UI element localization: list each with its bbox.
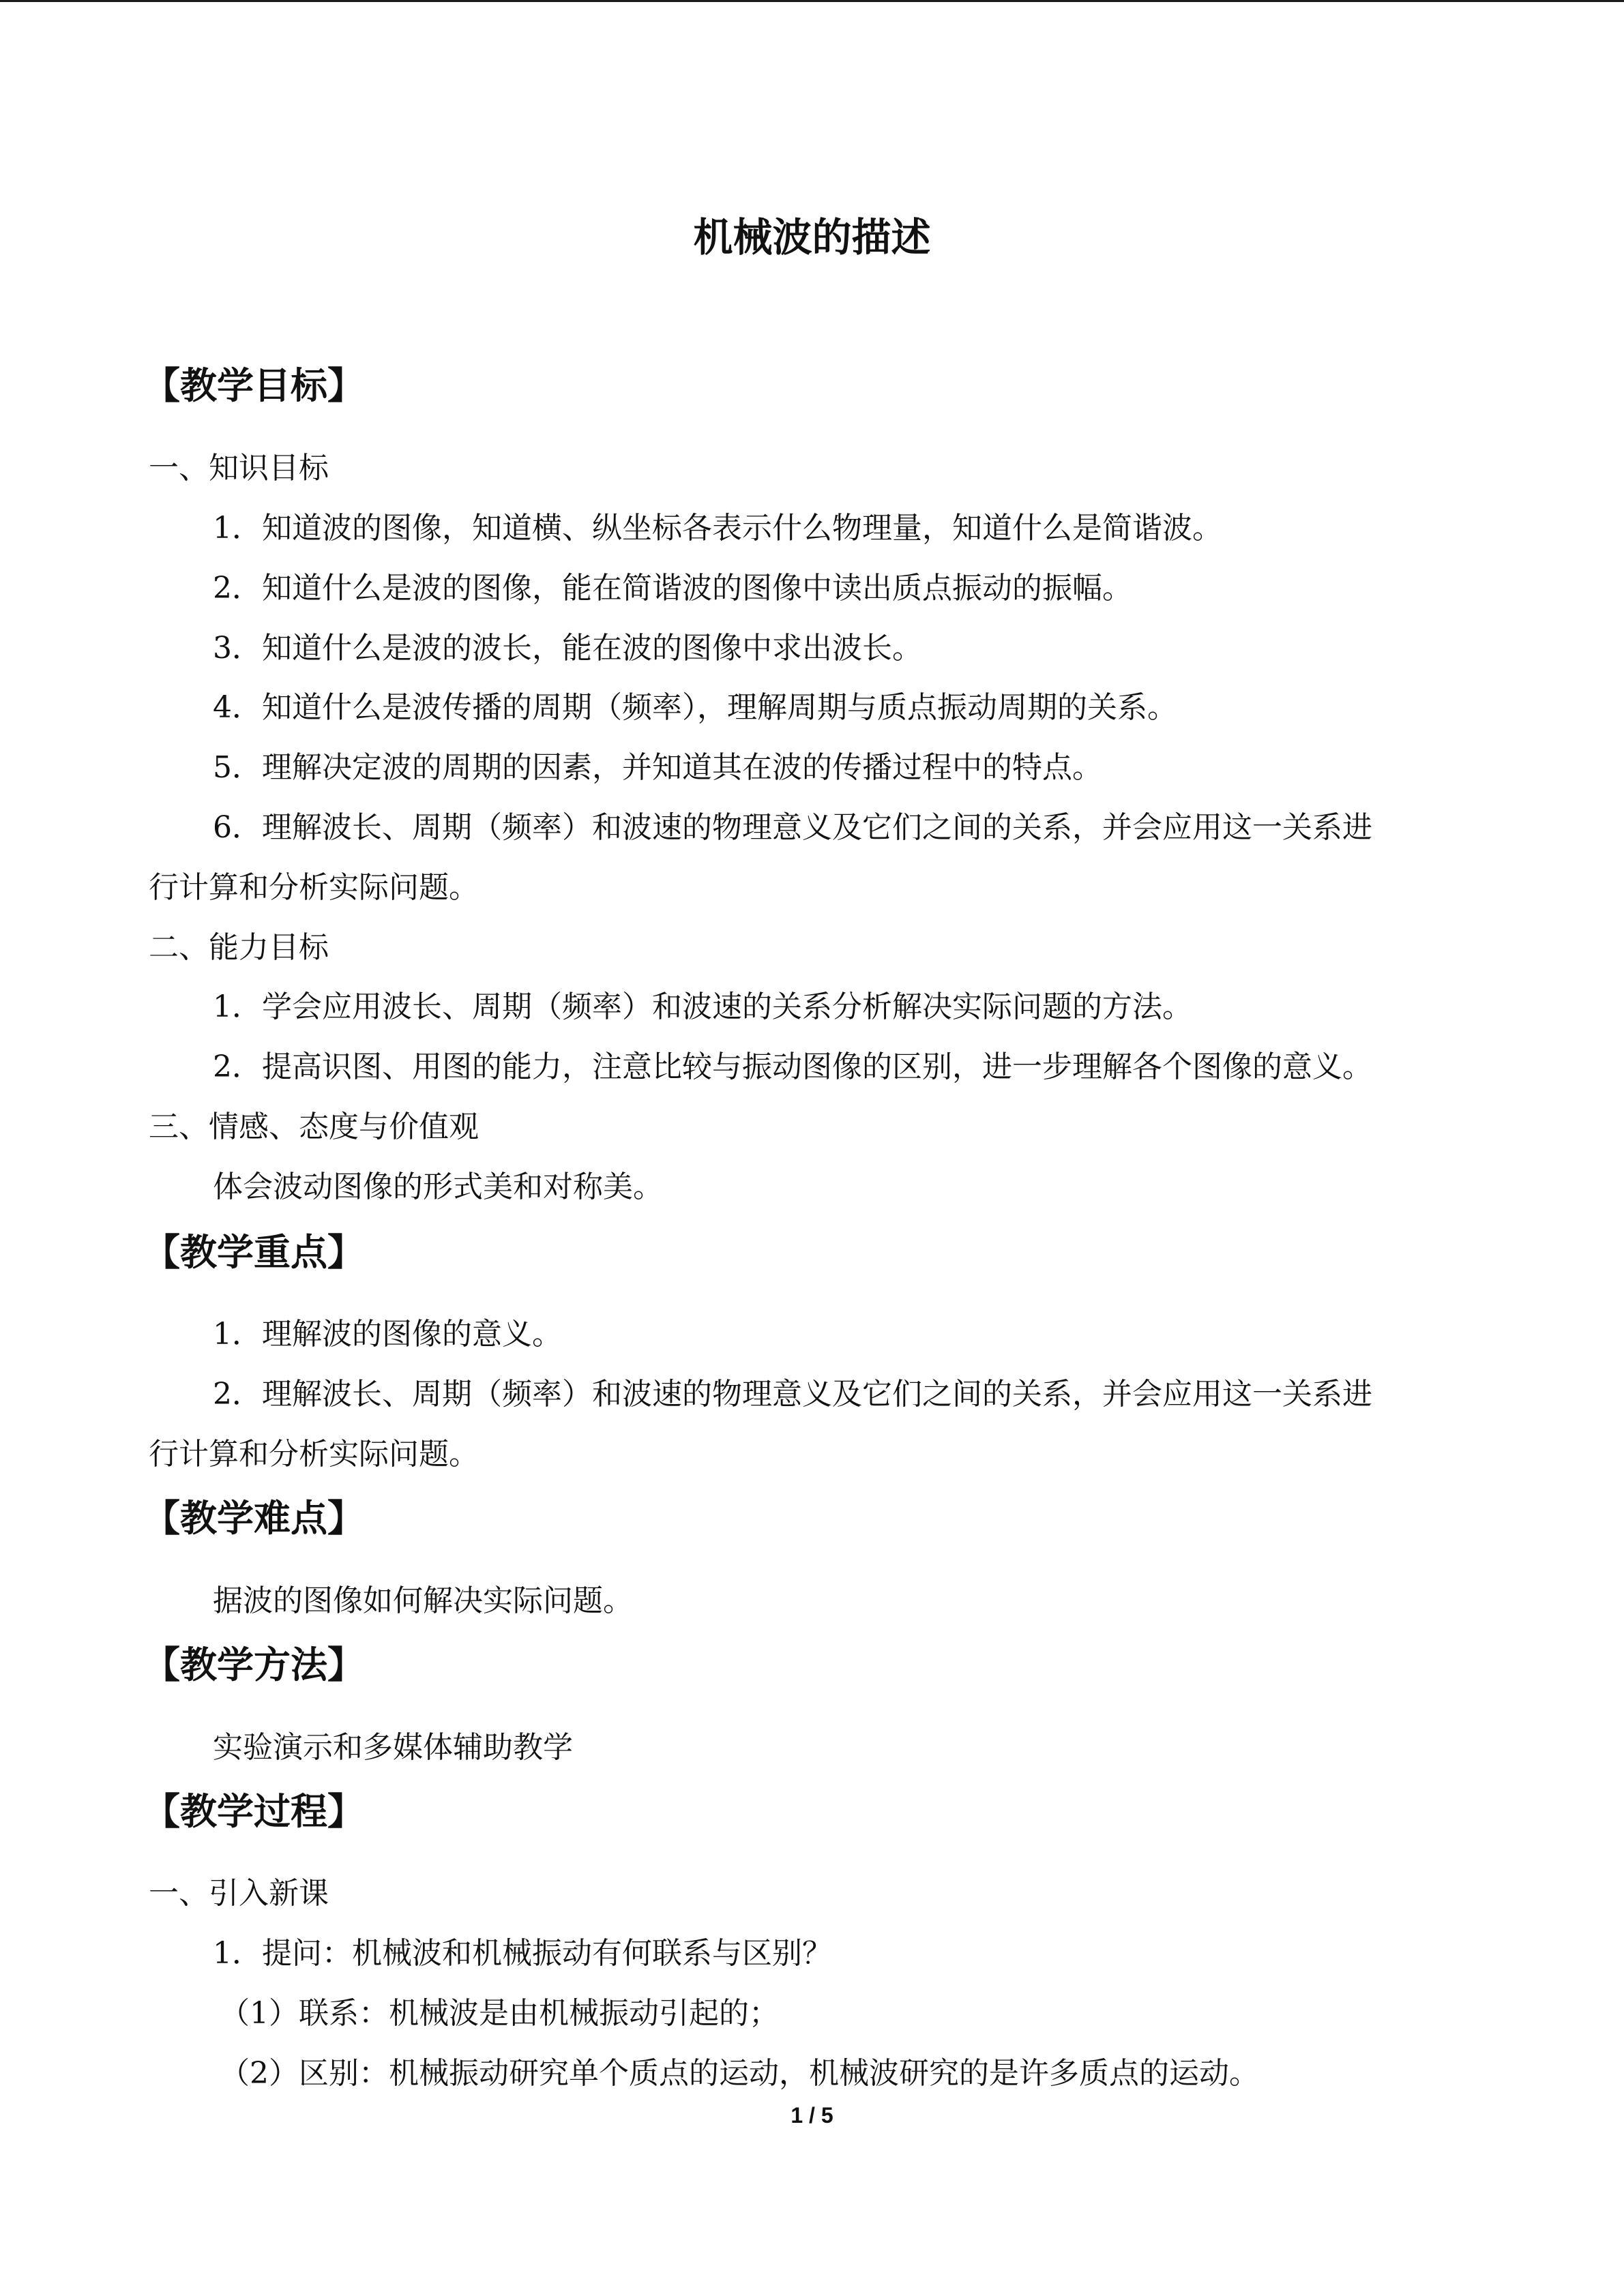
knowledge-goal-6-line-2: 行计算和分析实际问题。	[149, 870, 479, 905]
intro-answer-connection: （1）联系：机械波是由机械振动引起的；	[220, 1996, 779, 2031]
page-number: 1 / 5	[791, 2103, 833, 2128]
section-heading-goals: 【教学目标】	[143, 364, 364, 407]
top-border-line	[0, 0, 1624, 2]
knowledge-goal-5: 5．理解决定波的周期的因素，并知道其在波的传播过程中的特点。	[213, 750, 1102, 785]
ability-goal-2: 2．提高识图、用图的能力，注意比较与振动图像的区别，进一步理解各个图像的意义。	[213, 1049, 1372, 1084]
intro-answer-difference: （2）区别：机械振动研究单个质点的运动，机械波研究的是许多质点的运动。	[220, 2056, 1259, 2091]
difficulty-1: 据波的图像如何解决实际问题。	[213, 1583, 633, 1618]
document-title: 机械波的描述	[693, 214, 931, 260]
knowledge-goal-3: 3．知道什么是波的波长，能在波的图像中求出波长。	[213, 631, 922, 666]
emotion-goal-1: 体会波动图像的形式美和对称美。	[213, 1169, 663, 1204]
knowledge-goal-2: 2．知道什么是波的图像，能在简谐波的图像中读出质点振动的振幅。	[213, 571, 1132, 606]
ability-goals-heading: 二、能力目标	[149, 930, 329, 965]
knowledge-goals-heading: 一、知识目标	[149, 451, 329, 486]
knowledge-goal-4: 4．知道什么是波传播的周期（频率），理解周期与质点振动周期的关系。	[213, 690, 1177, 725]
section-heading-key-points: 【教学重点】	[143, 1231, 364, 1274]
knowledge-goal-1: 1．知道波的图像，知道横、纵坐标各表示什么物理量，知道什么是简谐波。	[213, 511, 1222, 546]
section-heading-process: 【教学过程】	[143, 1790, 364, 1833]
method-1: 实验演示和多媒体辅助教学	[213, 1730, 573, 1765]
section-heading-difficulties: 【教学难点】	[143, 1497, 364, 1540]
knowledge-goal-6-line-1: 6．理解波长、周期（频率）和波速的物理意义及它们之间的关系，并会应用这一关系进	[213, 810, 1372, 845]
emotion-goals-heading: 三、情感、态度与价值观	[149, 1109, 479, 1144]
key-point-2-line-1: 2．理解波长、周期（频率）和波速的物理意义及它们之间的关系，并会应用这一关系进	[213, 1377, 1372, 1412]
intro-question-1: 1．提问：机械波和机械振动有何联系与区别？	[213, 1936, 832, 1971]
key-point-1: 1．理解波的图像的意义。	[213, 1317, 562, 1352]
intro-heading: 一、引入新课	[149, 1876, 329, 1911]
ability-goal-1: 1．学会应用波长、周期（频率）和波速的关系分析解决实际问题的方法。	[213, 989, 1192, 1024]
section-heading-methods: 【教学方法】	[143, 1643, 364, 1686]
key-point-2-line-2: 行计算和分析实际问题。	[149, 1437, 479, 1472]
